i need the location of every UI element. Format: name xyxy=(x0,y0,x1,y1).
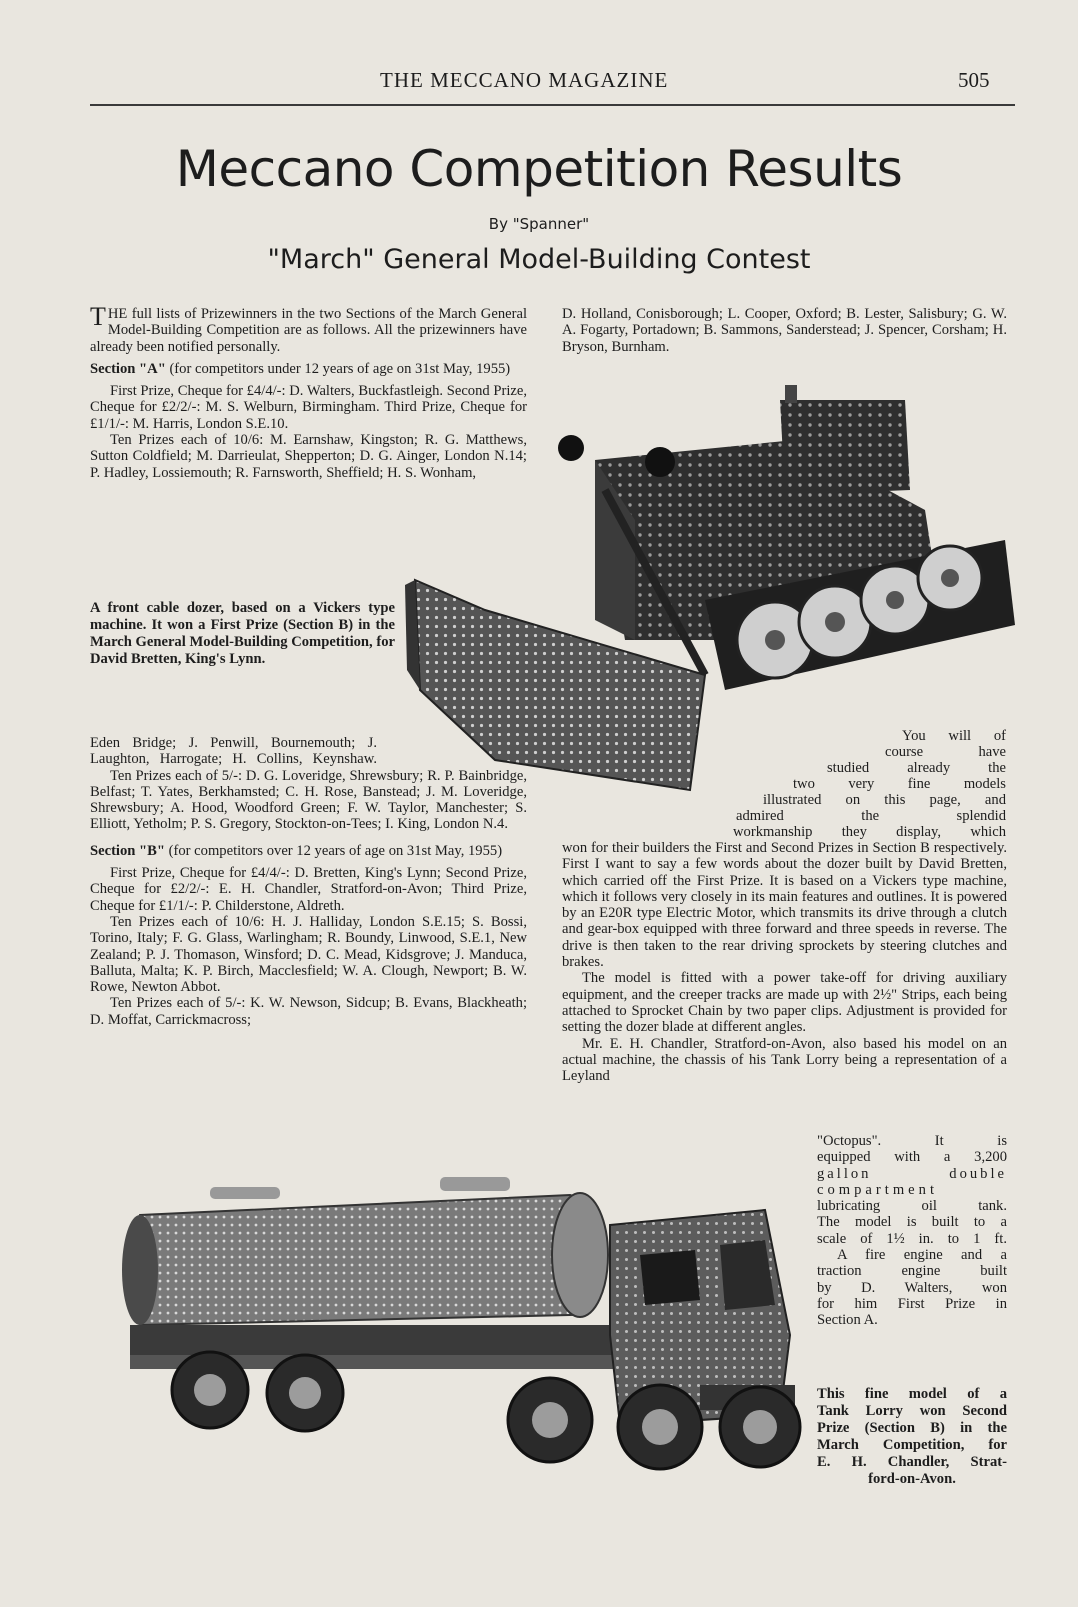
drop-cap: T xyxy=(90,302,106,331)
page-number: 505 xyxy=(958,68,990,92)
magazine-name: THE MECCANO MAGAZINE xyxy=(380,68,669,92)
lorry-caption-line-4: March Competition, for xyxy=(817,1437,1007,1453)
wrap-line-5: illustrated on this page, and xyxy=(763,792,1006,808)
power-takeoff-paragraph: The model is fitted with a power take-off for driving auxiliary equipment, and the creeper tracks are made up with 2½" Strips, each being attached to Sprocket Chain by two paper clips. Adjustment is provided for setting the dozer blade at different angles. xyxy=(562,970,1007,1036)
article-title: Meccano Competition Results xyxy=(175,140,903,198)
section-a-text: (for competitors under 12 years of age on 31st May, 1955) xyxy=(165,360,511,377)
section-b-text: (for competitors over 12 years of age on 31st May, 1955) xyxy=(165,842,503,859)
right-column-top xyxy=(562,306,1007,355)
dozer-caption: A front cable dozer, based on a Vickers type machine. It won a First Prize (Section B) in the March General Model-Building Competition, for David Bretten, King's Lynn. xyxy=(90,600,395,667)
side-line-7: scale of 1½ in. to 1 ft. xyxy=(817,1230,1007,1247)
lorry-side-text xyxy=(817,1133,1007,1329)
lorry-caption-line-6: ford-on-Avon. xyxy=(868,1471,956,1487)
header-rule xyxy=(90,104,1015,106)
side-line-11: for him First Prize in xyxy=(817,1295,1007,1312)
lorry-caption-line-2: Tank Lorry won Second xyxy=(817,1403,1007,1419)
section-a-five-prizes: Ten Prizes each of 5/-: D. G. Loveridge, Shrewsbury; R. P. Bainbridge, Belfast; T. Yates, Berkhamsted; C. H. Rose, Banstead; J. M. Loveridge, Shrewsbury; A. Hood, Woodford Green; F. W. Taylor, Manchester; S. Elliott, Yetholm; P. S. Gregory, Stockton-on-Tees; I. King, London N.4. xyxy=(90,767,527,833)
section-b-heading xyxy=(90,843,527,859)
side-line-10: by D. Walters, won xyxy=(817,1279,1007,1296)
side-line-3: gallon double xyxy=(817,1165,1007,1182)
side-line-1: "Octopus". It is xyxy=(817,1133,1007,1149)
side-line-4: compartment xyxy=(817,1181,938,1198)
wrap-line-2: course have xyxy=(885,744,1006,760)
section-a-prizes: First Prize, Cheque for £4/4/-: D. Walters, Buckfastleigh. Second Prize, Cheque for £2/2/-: M. S. Welburn, Birmingham. Third Prize, Cheque for £1/1/-: M. Harris, London S.E.10. xyxy=(90,383,527,432)
lorry-caption-line-1: This fine model of a xyxy=(817,1386,1007,1402)
intro-paragraph xyxy=(90,302,527,355)
lorry-caption-line-3: Prize (Section B) in the xyxy=(817,1420,1007,1436)
wrap-line-4: two very fine models xyxy=(793,776,1006,792)
intro-text: HE full lists of Prizewinners in the two Sections of the March General Model-Building Competition are as follows. All the prizewinners have already been notified personally. xyxy=(90,306,527,355)
article-subtitle: "March" General Model-Building Contest xyxy=(267,244,811,275)
section-b-prizes: First Prize, Cheque for £4/4/-: D. Bretten, King's Lynn; Second Prize, Cheque for £2/2/-: E. H. Chandler, Stratford-on-Avon; Third Prize, Cheque for £1/1/-: P. Childerstone, Aldreth. xyxy=(90,865,527,914)
lorry-caption xyxy=(817,1386,1007,1488)
left-column-bottom xyxy=(90,735,527,1028)
section-b-ten-prizes: Ten Prizes each of 10/6: H. J. Halliday, London S.E.15; S. Bossi, Torino, Italy; F. G. Glass, Warlingham; R. Boundy, Linwood, S.E.1, New Zealand; P. J. Thomason, Winsford; D. C. Mead, Kidsgrove; J. Manduca, Balluta, Malta; K. P. Birch, Macclesfield; W. A. Clough, Newport; B. W. Rowe, Newton Abbot. xyxy=(90,913,527,996)
wrap-line-1: You will of xyxy=(902,728,1006,744)
right-column-bottom xyxy=(562,840,1007,1084)
tank-lorry-photo xyxy=(100,1165,805,1485)
section-a-label: Section "A" xyxy=(90,360,166,377)
wrap-line-3: studied already the xyxy=(827,760,1006,776)
chandler-paragraph: Mr. E. H. Chandler, Stratford-on-Avon, also based his model on an actual machine, the chassis of his Tank Lorry being a representation of a Leyland xyxy=(562,1035,1007,1085)
side-line-2: equipped with a 3,200 xyxy=(817,1149,1007,1166)
side-line-9: traction engine built xyxy=(817,1263,1007,1280)
dozer-description: won for their builders the First and Second Prizes in Section B respectively. First I want to say a few words about the dozer built by David Bretten, which carried off the First Prize. It is based on a Vickers type machine, which it follows very closely in its main features and outlines. It is powered by an E20R type Electric Motor, which transmits its drive through a clutch and gear-box equipped with three forward and three speeds in reverse. The drive is then taken to the rear driving sprockets by steering clutches and brakes. xyxy=(562,840,1007,971)
side-line-5: lubricating oil tank. xyxy=(817,1198,1007,1215)
side-line-8: A fire engine and a xyxy=(837,1247,1007,1264)
side-line-12: Section A. xyxy=(817,1312,878,1329)
continued-list: Eden Bridge; J. Penwill, Bournemouth; J. Laughton, Harrogate; H. Collins, Keynshaw. xyxy=(90,735,377,768)
section-a-ten-prizes: Ten Prizes each of 10/6: M. Earnshaw, Kingston; R. G. Matthews, Sutton Coldfield; M. Darrieulat, Shepperton; D. G. Ainger, London N.14; P. Hadley, Lossiemouth; R. Farnsworth, Sheffield; H. S. Wonham, xyxy=(90,432,527,481)
article-byline: By "Spanner" xyxy=(488,215,590,233)
lorry-caption-line-5: E. H. Chandler, Strat- xyxy=(817,1454,1007,1470)
side-line-6: The model is built to a xyxy=(817,1214,1007,1231)
wrap-line-6: admired the splendid xyxy=(736,808,1006,824)
section-b-label: Section "B" xyxy=(90,842,165,859)
wrap-line-7: workmanship they display, which xyxy=(733,824,1006,840)
right-top-text: D. Holland, Conisborough; L. Cooper, Oxford; B. Lester, Salisbury; G. W. A. Fogarty, Portadown; B. Sammons, Sanderstead; J. Spencer, Corsham; H. Bryson, Burnham. xyxy=(562,306,1007,355)
section-b-five-prizes: Ten Prizes each of 5/-: K. W. Newson, Sidcup; B. Evans, Blackheath; D. Moffat, Carrickmacross; xyxy=(90,995,527,1028)
